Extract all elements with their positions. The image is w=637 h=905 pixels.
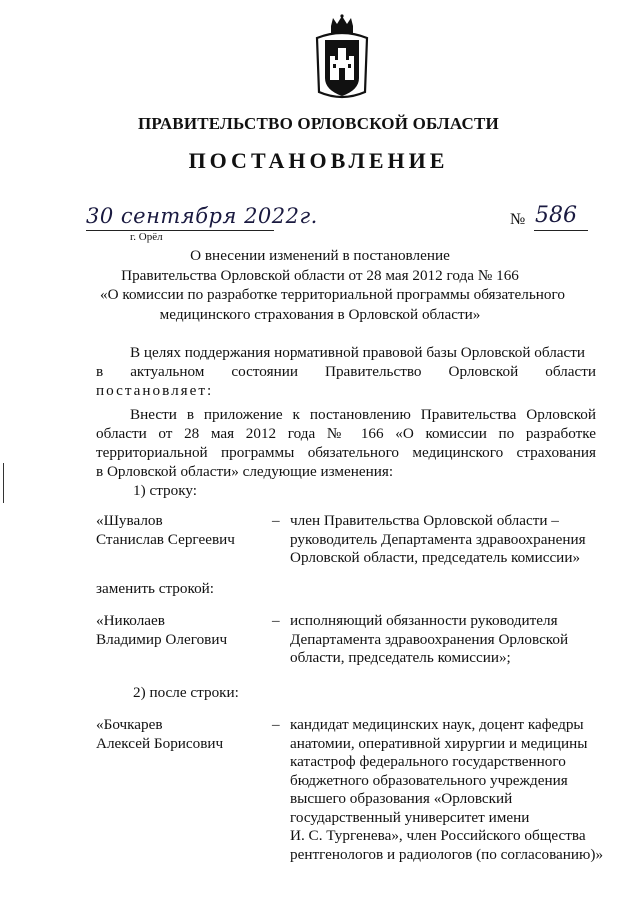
- document-subject: [100, 246, 565, 324]
- intro-line: Внести в приложение к постановлению Правительства Орловской: [130, 406, 596, 423]
- entry3-role: кандидат медицинских наук, доцент кафедры анатомии, оперативной хирургии и медицины катастроф федерального государственного бюджетного образовательного учреждения высшего образования «Орловский государственный университет имени И. С. Тургенева», член Российского общества рентгенологов и радиологов (по согласованию)»: [290, 716, 604, 863]
- number-underline: [534, 230, 588, 231]
- entry1-dash: –: [272, 512, 280, 529]
- subject-line: медицинского страхования в Орловской области»: [159, 305, 481, 323]
- entry3-dash: –: [272, 716, 280, 733]
- preamble-line: в актуальном состоянии Правительство Орловской области: [96, 363, 596, 380]
- number-label: №: [510, 211, 526, 228]
- entry2-name: «Николаев Владимир Олегович: [96, 612, 228, 648]
- margin-mark: [3, 463, 4, 503]
- entry2-role: исполняющий обязанности руководителя Департамента здравоохранения Орловской области, председатель комиссии»;: [290, 612, 569, 666]
- document-type: ПОСТАНОВЛЕНИЕ: [188, 148, 449, 173]
- entry1-role: член Правительства Орловской области – руководитель Департамента здравоохранения Орловской области, председатель комиссии»: [290, 512, 586, 566]
- preamble-line: В целях поддержания нормативной правовой базы Орловской области: [130, 344, 586, 361]
- item2-label: 2) после строки:: [133, 684, 239, 701]
- government-title: ПРАВИТЕЛЬСТВО ОРЛОВСКОЙ ОБЛАСТИ: [138, 114, 499, 133]
- date-underline: [86, 230, 274, 231]
- city-label: г. Орёл: [130, 231, 163, 243]
- entry1-name: «Шувалов Станислав Сергеевич: [96, 512, 235, 548]
- subject-line: О внесении изменений в постановление: [190, 247, 450, 264]
- subject-line: Правительства Орловской области от 28 мая 2012 года № 166: [121, 266, 519, 284]
- entry3-name: «Бочкарев Алексей Борисович: [96, 716, 224, 752]
- handwritten-number: 586: [535, 203, 577, 228]
- handwritten-date: 30 сентября 2022г.: [86, 204, 318, 228]
- subject-line: «О комиссии по разработке территориальной программы обязательного: [100, 286, 565, 303]
- replace-label: заменить строкой:: [96, 580, 215, 597]
- intro-line: в Орловской области» следующие изменения:: [96, 463, 394, 480]
- intro-line: области от 28 мая 2012 года № 166 «О комиссии по разработке: [96, 425, 596, 442]
- coat-of-arms-emblem: [311, 14, 371, 104]
- intro-line: территориальной программы обязательного медицинского страхования: [96, 444, 596, 461]
- item1-label: 1) строку:: [133, 482, 197, 499]
- entry2-dash: –: [272, 612, 280, 629]
- preamble-line: постановляет:: [96, 382, 214, 399]
